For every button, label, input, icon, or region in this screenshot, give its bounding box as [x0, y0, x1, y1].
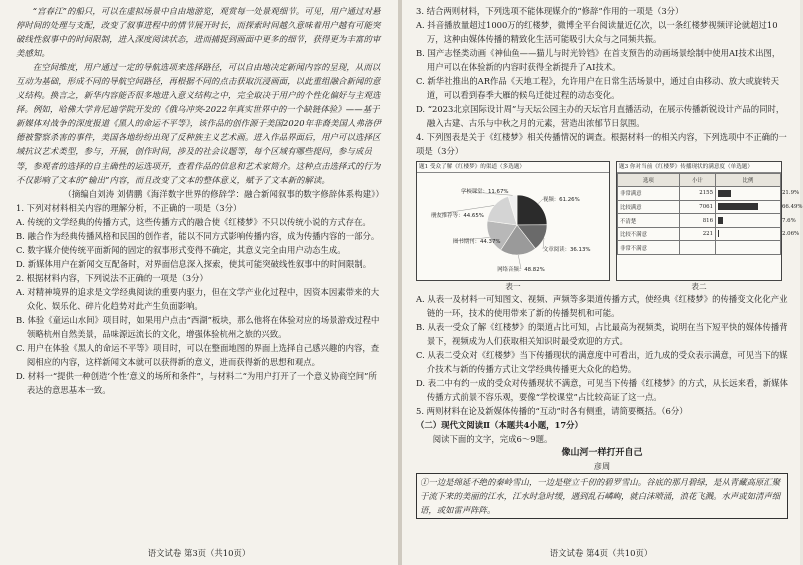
- question-1-option-a: A. 传统的文学经典的传播方式，这些传播方式的融合使《红楼梦》不只以传统小说的方式存在。: [16, 216, 371, 227]
- table-cell-option: 比较满意: [618, 200, 680, 214]
- page-4-footer: 语文试卷 第4页（共10页）: [549, 548, 653, 558]
- table-cell-count: 7061: [679, 200, 715, 214]
- question-4-option-b: B. 从表一受众了解《红楼梦》的渠道占比可知，占比最高为视频类，说明在当下短平快的媒体传播背景下，视频成为人们获取相关知识时最受欢迎的方式。: [416, 321, 788, 346]
- question-2-option-a: A. 对精神境界的追求是文学经典阅读的重要内驱力，但在文学产业化过程中，因资本因素带来的大众化、娱乐化、碎片化趋势对此产生负面影响。: [16, 286, 380, 311]
- question-1-option-b: B. 融合作为经典传播风格和民国的创作者，能以不同方式影响传播内容，成为传播内容的一部分。: [16, 230, 380, 241]
- pie-slice-label: 文章阅读：36.13%: [543, 246, 591, 253]
- page-3: [0, 0, 398, 565]
- pie-slice-label: 图书期刊：44.37%: [453, 238, 501, 245]
- question-3-option-b: B. 国产志怪类动画《神仙鱼——猫儿与时光铃铛》在首支预告的动画场景绘制中使用AI技术出图，用户可以在体验新的内容时获得全新提升了AI技术。: [416, 48, 781, 73]
- paragraph-1: “宫春江”的船只，可以在虚拟场景中自由地游览，观赏每一处景观细节。可见，用户通过对悬停时间的处理与支配，改变了叙事进程中的情节展开时长，而探索时间越久意味着用户越有可能突破线性叙事中的时间限制，进入深度阅读状态，进而捕捉到画面中更多的细节，获得更为丰富的审美感知。: [16, 6, 381, 59]
- table-cell-ratio: [716, 214, 796, 228]
- caption-figure-1: 表一: [505, 281, 521, 291]
- question-2-stem: 2. 根据材料内容，下列说法不正确的一项是（3分）: [16, 272, 208, 283]
- pie-title: 题1 受众了解《红楼梦》的渠道（多选题）: [417, 162, 609, 173]
- table-cell-ratio: [716, 241, 781, 255]
- question-5-stem: 5. 两则材料在论及新媒体传播的“互动”时各有侧重，请简要概括。（6分）: [416, 405, 688, 416]
- figures-row: [416, 161, 803, 281]
- satisfaction-table: [617, 173, 803, 256]
- page-3-footer: 语文试卷 第3页（共10页）: [147, 548, 251, 558]
- table-cell-ratio: [716, 187, 800, 201]
- reading-intro: 阅读下面的文字，完成6～9题。: [432, 433, 553, 444]
- table-row: [618, 241, 781, 255]
- ratio-bar: [718, 203, 758, 210]
- table-cell-count: [679, 241, 715, 255]
- pie-slice-label: 学校课堂：11.67%: [461, 188, 509, 195]
- table-cell-count: 816: [679, 214, 715, 228]
- table-cell-option: 非常满意: [618, 187, 680, 201]
- ratio-label: 2.06%: [782, 231, 800, 238]
- table-row: [618, 214, 781, 228]
- table-body: [618, 187, 803, 255]
- figure-table: [616, 161, 803, 281]
- question-2-option-d: D. 材料一“提供一种创造‘个性’意义的场所和条件”，与材料二“为用户打开了一个意义协商空间”所表达的意思基本一致。: [16, 371, 377, 396]
- question-4-option-a: A. 从表一及材料一可知图文、视频、声频等多渠道传播方式，使经典《红楼梦》的传播变文化化产业链的一环，技术的使用带来了新的传播契机和可能。: [416, 293, 788, 318]
- question-2-option-b: B. 体验《童运山水间》项目时，如果用户点击“西湖”板块，那么他将在体验对应的场景游戏过程中领略杭州自然美景，品味源远流长的文化，增强体验杭州之旅的兴致。: [16, 315, 380, 340]
- table-cell-option: 不清楚: [618, 214, 680, 228]
- table-header-ratio: 比例: [716, 173, 781, 187]
- question-3-stem: 3. 结合两则材料，下列选项不能体现媒介的“修辞”作用的一项是（3分）: [416, 6, 684, 16]
- pie-slice-label: 视频：61.26%: [543, 196, 580, 203]
- table-header-row: [618, 173, 781, 187]
- table-cell-count: 221: [679, 227, 715, 241]
- question-4: [416, 130, 803, 403]
- question-3-option-a: A. 抖音播放量超过1000万的红楼梦，微博全平台阅读量近亿次，以一条红楼梦视频评论就超过10万，这种由媒体传播的精致化生活可能吸引大众与之同频共振。: [416, 20, 778, 45]
- table-cell-ratio: [716, 227, 800, 241]
- ratio-label: 66.49%: [782, 204, 803, 210]
- table-title: 题3 你对当前《红楼梦》传播现状的满意度（单选题）: [617, 162, 781, 173]
- question-4-option-c: C. 从表二受众对《红楼梦》当下传播现状的满意度中可看出，近九成的受众表示满意，可见当下的媒介技术与新的传播方式让文学经典传播更大众化的趋势。: [416, 349, 788, 374]
- question-4-stem: 4. 下列图表是关于《红楼梦》相关传播情况的调查。根据材料一的相关内容，下列选项中不正确的一项是（3分）: [416, 132, 787, 157]
- question-4-option-d: D. 表二中有约一成的受众对传播现状不满意，可见当下传播《红楼梦》的方式，从长远来看，新媒体传播方式前景不容乐观，要像“学校课堂”占比较高证了这一点。: [416, 377, 788, 402]
- caption-figure-2: 表二: [691, 281, 707, 291]
- table-row: [618, 200, 781, 214]
- question-2: [16, 271, 384, 397]
- question-1-option-c: C. 数字媒介使传统平面新闻的固定的叙事形式变得不确定，其意义完全由用户动态生成。: [16, 244, 346, 255]
- section-2-heading: （二）现代文阅读Ⅱ（本题共4小题，17分）: [416, 419, 583, 430]
- question-1-stem: 1. 下列对材料相关内容的理解分析，不正确的一项是（3分）: [16, 202, 242, 213]
- question-2-option-c: C. 用户在体验《黑人的命运不平等》项目时，可以在整面地图的界面上选择自己感兴趣的内容，查阅相应的内容，这样新闻文本就可以获得新的意义，进而获得新的思想和观点。: [16, 343, 380, 368]
- table-cell-option: 非常不满意: [618, 241, 680, 255]
- ratio-bar: [718, 217, 723, 224]
- paragraph-2: 在空间维度，用户通过一定的导航选项来选择路径，可以自由地决定新闻内容的呈现，从而以互动为基础，形成不同的导航空间路径，再根据不同的点击获取沉浸画面，以此重组融合新闻的意义结构。换言之，新华内容能否很多地进入意义结构之中，完全取决于用户的个性化偏好与主观选择。例如，哈佛大学肯尼迪学院开发的《俄乌冲突-2022年真实世界中的一个缺链体验》——基于新媒体对战争的深度报道《黑人的命运不平等》，该作品的创作源于美国2020年非裔美国人弗洛伊德被警察杀害的事件，美国各地纷纷出现了反种族主义艺术画。进入作品界面后，用户可以选择区域抗议艺术类型，参与，开展，创作时间，涉及的社会议题等，每个区域有哪些提问，参与成员等，参观者的选择的自主确性的运选项开，查看作品的信息和艺术家简介。这种点击选择式的行为不仅影响了文本的“输出”内容，而且改变了文本的整体意义，赋予了文本新的解读。: [16, 62, 381, 185]
- figure-pie: [416, 161, 610, 281]
- table-cell-option: 比较不满意: [618, 227, 680, 241]
- question-3: [416, 4, 788, 130]
- question-1-option-d: D. 新媒体用户在新闻交互配备时，对界面信息深入探索，使其可能突破线性叙事中的时间限制。: [16, 258, 372, 269]
- pie-slice-label: 网络音频：48.82%: [497, 266, 545, 273]
- article-title: 像山河一样打开自己: [561, 448, 643, 459]
- table-row: [618, 187, 781, 201]
- ratio-bar: [718, 190, 731, 197]
- ratio-label: 7.6%: [782, 217, 796, 224]
- article-paragraph-1: ①一边是绵延不绝的秦岭雪山，一边是壁立千仞的碧罗雪山。谷底的那月碧绿，是从青藏高原汇聚于流下来的美丽的江水，江水时急时缓，遇到乱石嶙峋，就白沫喷涌，浪花飞溅。水声或如清声细语，或如雷声阵阵。: [416, 473, 788, 519]
- table-header-count: 小计: [679, 173, 715, 187]
- question-3-option-d: D. “2023北京国际设计周”与天坛公园主办的天坛官月直播活动，在展示传播新锐设计产品的同时，融入古建、古乐与中秋之月的元素，营造出浓郁节日氛围。: [416, 104, 785, 129]
- article-author: 彦周: [593, 461, 611, 472]
- ratio-label: 21.9%: [782, 190, 800, 197]
- table-cell-count: 2155: [679, 187, 715, 201]
- ratio-bar: [718, 230, 719, 237]
- question-1: [16, 201, 384, 271]
- question-3-option-c: C. 新华社推出的AR作品《天地工程》，允许用户在日常生活场景中，通过自由移动、放大或旋转天道，可以看到春季大雁的候鸟迁徙过程的动态变化。: [416, 76, 779, 101]
- table-header-option: 选项: [618, 173, 680, 187]
- table-cell-ratio: [716, 200, 803, 214]
- pie-slice-label: 朋友推荐等：44.65%: [431, 212, 484, 219]
- page-4: [402, 0, 803, 565]
- pie-chart: [417, 173, 609, 281]
- table-row: [618, 227, 781, 241]
- source-citation: （摘编自刘涛 刘倩鹏《海洋数字世界的修辞学：融合新闻叙事的数字修辞体系构建》）: [63, 188, 384, 199]
